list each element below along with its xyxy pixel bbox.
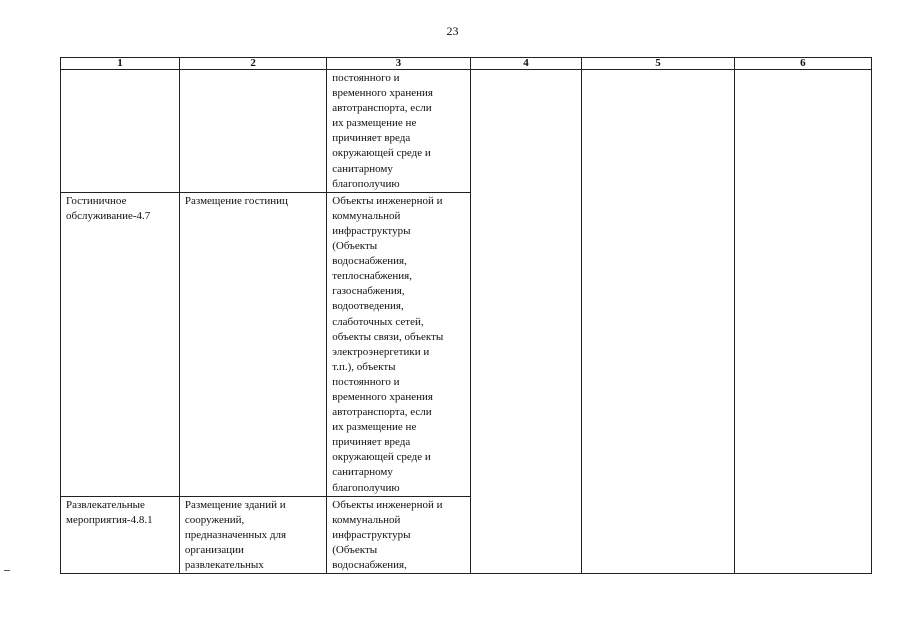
header-col-5: 5 [582,58,734,70]
row-1-col-2 [179,70,326,193]
row-2-col-3: Объекты инженерной и коммунальной инфраструктуры (Объекты водоснабжения, теплоснабжения, газоснабжения, водоотведения, слаботочных сетей, объекты связи, объекты электроэнергетики и т.п.), объекты постоянного и временного хранения автотранспорта, если их размещение не причиняет вреда окружающей среде и санитарному благополучию [327,192,470,496]
header-col-2: 2 [179,58,326,70]
row-1-col-1 [61,70,180,193]
header-row [61,58,872,70]
row-3-col-1: Развлекательные мероприятия-4.8.1 [61,496,180,573]
header-col-6: 6 [734,58,871,70]
col-6-merged-cell [734,70,871,574]
header-col-1: 1 [61,58,180,70]
row-3-col-3: Объекты инженерной и коммунальной инфраструктуры (Объекты водоснабжения, [327,496,470,573]
row-1-col-3: постоянного и временного хранения автотранспорта, если их размещение не причиняет вреда окружающей среде и санитарному благополучию [327,70,470,193]
header-col-4: 4 [470,58,582,70]
zoning-table [60,57,872,574]
row-2-col-1: Гостиничное обслуживание-4.7 [61,192,180,496]
scan-edge-mark [4,570,10,571]
col-5-merged-cell [582,70,734,574]
col-4-merged-cell [470,70,582,574]
row-3-col-2: Размещение зданий и сооружений, предназначенных для организации развлекательных [179,496,326,573]
header-col-3: 3 [327,58,470,70]
table-row [61,70,872,193]
page-number: 23 [446,24,459,38]
row-2-col-2: Размещение гостиниц [179,192,326,496]
